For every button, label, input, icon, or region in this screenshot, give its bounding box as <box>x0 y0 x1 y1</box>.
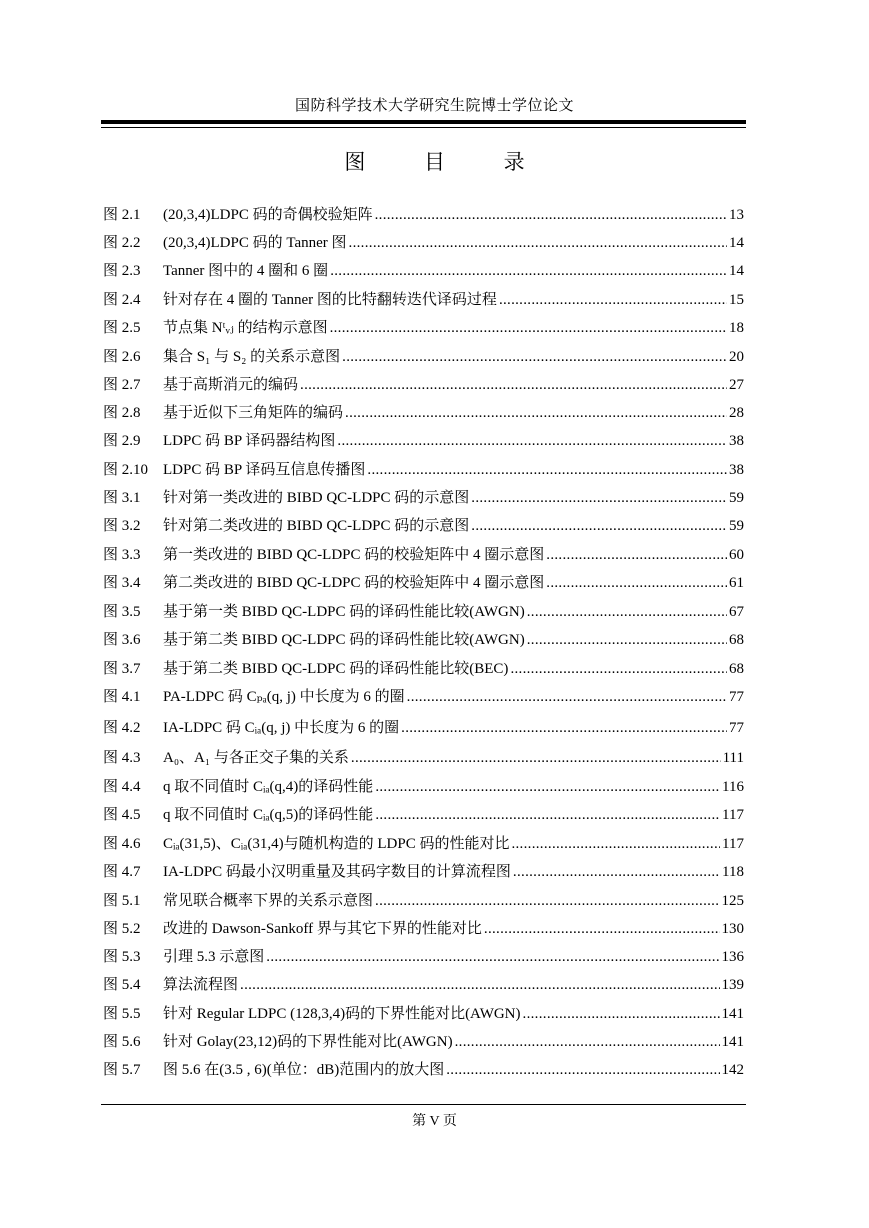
toc-entry-page: 59 <box>729 518 744 534</box>
toc-entry[interactable] <box>103 401 744 423</box>
toc-entry[interactable] <box>103 716 744 738</box>
header-rule-thin <box>101 127 746 128</box>
toc-dot-leader <box>513 864 720 881</box>
toc-dot-leader <box>349 235 727 252</box>
page-title: 图 目 录 <box>344 150 551 174</box>
toc-entry-number: 图 4.2 <box>103 720 141 736</box>
toc-entry-page: 117 <box>722 807 744 823</box>
toc-entry-title: 第一类改进的 BIBD QC-LDPC 码的校验矩阵中 4 圈示意图 <box>163 547 545 563</box>
toc-dot-leader <box>330 263 727 280</box>
toc-entry-title: 针对第一类改进的 BIBD QC-LDPC 码的示意图 <box>163 490 470 506</box>
toc-entry[interactable] <box>103 543 744 565</box>
toc-entry-number: 图 2.9 <box>103 433 141 449</box>
toc-entry-number: 图 2.4 <box>103 292 141 308</box>
toc-dot-leader <box>240 977 719 994</box>
toc-entry[interactable] <box>103 832 744 854</box>
toc-entry[interactable] <box>103 486 744 508</box>
toc-entry[interactable] <box>103 657 744 679</box>
toc-entry-number: 图 2.1 <box>103 207 141 223</box>
toc-entry-number: 图 4.1 <box>103 689 141 705</box>
toc-entry-title: Cᵢₐ(31,5)、Cᵢₐ(31,4)与随机构造的 LDPC 码的性能对比 <box>163 836 510 852</box>
toc-entry-page: 18 <box>729 320 744 336</box>
toc-entry[interactable] <box>103 973 744 995</box>
toc-entry-title: q 取不同值时 Cᵢₐ(q,5)的译码性能 <box>163 807 374 823</box>
toc-entry[interactable] <box>103 345 744 367</box>
toc-dot-leader <box>375 807 720 824</box>
toc-entry-page: 77 <box>729 720 744 736</box>
toc-entry-page: 136 <box>721 949 744 965</box>
toc-entry-page: 61 <box>729 575 744 591</box>
toc-entry[interactable] <box>103 203 744 225</box>
toc-entry-page: 67 <box>729 604 744 620</box>
toc-entry-number: 图 2.5 <box>103 320 141 336</box>
toc-entry-number: 图 5.3 <box>103 949 141 965</box>
toc-entry-number: 图 2.2 <box>103 235 141 251</box>
toc-entry-number: 图 4.6 <box>103 836 141 852</box>
toc-entry-number: 图 2.7 <box>103 377 141 393</box>
toc-entry-page: 77 <box>729 689 744 705</box>
toc-entry-page: 142 <box>721 1062 744 1078</box>
toc-entry-title: LDPC 码 BP 译码互信息传播图 <box>163 462 366 478</box>
toc-entry-title: PA-LDPC 码 Cₚₐ(q, j) 中长度为 6 的圈 <box>163 689 405 705</box>
toc-entry-page: 14 <box>729 235 744 251</box>
toc-entry[interactable] <box>103 458 744 480</box>
toc-entry-number: 图 4.5 <box>103 807 141 823</box>
running-header: 国防科学技术大学研究生院博士学位论文 <box>294 98 574 114</box>
toc-entry[interactable] <box>103 316 744 338</box>
toc-entry-number: 图 2.8 <box>103 405 141 421</box>
toc-entry-page: 28 <box>729 405 744 421</box>
toc-entry-page: 38 <box>729 433 744 449</box>
toc-dot-leader <box>375 207 727 224</box>
toc-entry-number: 图 5.7 <box>103 1062 141 1078</box>
toc-entry[interactable] <box>103 1002 744 1024</box>
toc-dot-leader <box>375 779 720 796</box>
toc-entry-title: 针对 Golay(23,12)码的下界性能对比(AWGN) <box>163 1034 453 1050</box>
toc-entry-page: 20 <box>729 349 744 365</box>
toc-entry-title: 基于第二类 BIBD QC-LDPC 码的译码性能比较(AWGN) <box>163 632 525 648</box>
toc-entry-page: 13 <box>729 207 744 223</box>
toc-dot-leader <box>527 632 727 649</box>
toc-dot-leader <box>337 433 727 450</box>
toc-entry-number: 图 3.6 <box>103 632 141 648</box>
toc-dot-leader <box>342 349 727 366</box>
toc-entry-title: 改进的 Dawson-Sankoff 界与其它下界的性能对比 <box>163 921 482 937</box>
toc-entry-title: 基于高斯消元的编码 <box>163 377 299 393</box>
toc-entry-page: 118 <box>722 864 744 880</box>
footer-rule <box>101 1104 746 1105</box>
toc-dot-leader <box>300 377 727 394</box>
toc-entry-number: 图 4.3 <box>103 750 141 766</box>
toc-dot-leader <box>446 1062 719 1079</box>
toc-entry-page: 117 <box>722 836 744 852</box>
toc-entry[interactable] <box>103 259 744 281</box>
toc-entry-title: 基于第二类 BIBD QC-LDPC 码的译码性能比较(BEC) <box>163 661 509 677</box>
toc-entry-number: 图 3.2 <box>103 518 141 534</box>
toc-entry[interactable] <box>103 775 744 797</box>
toc-entry-title: 针对 Regular LDPC (128,3,4)码的下界性能对比(AWGN) <box>163 1006 521 1022</box>
toc-dot-leader <box>527 604 727 621</box>
toc-entry-number: 图 5.1 <box>103 893 141 909</box>
toc-dot-leader <box>351 750 721 767</box>
toc-entry-title: A₀、A₁ 与各正交子集的关系 <box>163 750 349 766</box>
toc-entry-title: q 取不同值时 Cᵢₐ(q,4)的译码性能 <box>163 779 374 795</box>
toc-dot-leader <box>375 893 719 910</box>
toc-dot-leader <box>510 661 727 678</box>
toc-dot-leader <box>401 720 727 737</box>
toc-entry[interactable] <box>103 628 744 650</box>
toc-entry[interactable] <box>103 945 744 967</box>
page-number: 第 V 页 <box>412 1114 457 1129</box>
toc-dot-leader <box>471 518 727 535</box>
toc-entry-page: 59 <box>729 490 744 506</box>
toc-entry-number: 图 2.3 <box>103 263 141 279</box>
toc-entry-title: LDPC 码 BP 译码器结构图 <box>163 433 336 449</box>
toc-entry[interactable] <box>103 803 744 825</box>
toc-entry[interactable] <box>103 1058 744 1080</box>
toc-dot-leader <box>266 949 719 966</box>
toc-entry-number: 图 5.4 <box>103 977 141 993</box>
toc-dot-leader <box>499 292 727 309</box>
toc-entry-page: 139 <box>721 977 744 993</box>
toc-entry-number: 图 3.4 <box>103 575 141 591</box>
toc-entry-page: 14 <box>729 263 744 279</box>
toc-entry[interactable] <box>103 600 744 622</box>
toc-entry-title: 节点集 Nᵗᵥⱼ 的结构示意图 <box>163 320 328 336</box>
toc-entry-title: IA-LDPC 码最小汉明重量及其码字数目的计算流程图 <box>163 864 511 880</box>
toc-entry-title: 算法流程图 <box>163 977 239 993</box>
toc-entry-title: 引理 5.3 示意图 <box>163 949 265 965</box>
toc-entry-number: 图 5.6 <box>103 1034 141 1050</box>
toc-entry-title: 基于近似下三角矩阵的编码 <box>163 405 344 421</box>
toc-entry[interactable] <box>103 889 744 911</box>
toc-entry-number: 图 5.2 <box>103 921 141 937</box>
toc-entry-number: 图 4.7 <box>103 864 141 880</box>
toc-entry-number: 图 2.6 <box>103 349 141 365</box>
toc-entry-page: 125 <box>721 893 744 909</box>
toc-entry-title: (20,3,4)LDPC 码的奇偶校验矩阵 <box>163 207 373 223</box>
header-rule-thick <box>101 120 746 124</box>
toc-entry-page: 68 <box>729 661 744 677</box>
toc-dot-leader <box>407 689 727 706</box>
toc-entry[interactable] <box>103 571 744 593</box>
toc-dot-leader <box>330 320 727 337</box>
toc-entry-title: 集合 S₁ 与 S₂ 的关系示意图 <box>163 349 341 365</box>
toc-entry-page: 68 <box>729 632 744 648</box>
toc-entry-page: 141 <box>721 1034 744 1050</box>
toc-entry[interactable] <box>103 860 744 882</box>
toc-entry-page: 15 <box>729 292 744 308</box>
toc-entry[interactable] <box>103 373 744 395</box>
toc-entry[interactable] <box>103 1030 744 1052</box>
toc-entry-title: 常见联合概率下界的关系示意图 <box>163 893 374 909</box>
toc-entry-number: 图 5.5 <box>103 1006 141 1022</box>
toc-entry-page: 141 <box>721 1006 744 1022</box>
toc-entry[interactable] <box>103 917 744 939</box>
toc-dot-leader <box>484 921 720 938</box>
toc-entry[interactable] <box>103 514 744 536</box>
toc-dot-leader <box>367 462 727 479</box>
toc-entry-number: 图 3.3 <box>103 547 141 563</box>
toc-entry-page: 27 <box>729 377 744 393</box>
toc-entry-number: 图 4.4 <box>103 779 141 795</box>
toc-dot-leader <box>546 547 727 564</box>
toc-entry-title: Tanner 图中的 4 圈和 6 圈 <box>163 263 329 279</box>
toc-entry-page: 60 <box>729 547 744 563</box>
toc-entry-title: IA-LDPC 码 Cᵢₐ(q, j) 中长度为 6 的圈 <box>163 720 400 736</box>
toc-entry-number: 图 3.5 <box>103 604 141 620</box>
toc-entry-number: 图 3.7 <box>103 661 141 677</box>
toc-entry[interactable] <box>103 685 744 707</box>
toc-entry-number: 图 3.1 <box>103 490 141 506</box>
toc-entry-title: 基于第一类 BIBD QC-LDPC 码的译码性能比较(AWGN) <box>163 604 525 620</box>
toc-entry-title: 针对存在 4 圈的 Tanner 图的比特翻转迭代译码过程 <box>163 292 497 308</box>
toc-dot-leader <box>455 1034 720 1051</box>
toc-dot-leader <box>546 575 727 592</box>
toc-entry-page: 111 <box>722 750 744 766</box>
toc-dot-leader <box>523 1006 720 1023</box>
toc-entry-page: 116 <box>722 779 744 795</box>
toc-entry[interactable] <box>103 231 744 253</box>
toc-dot-leader <box>471 490 727 507</box>
toc-entry-page: 38 <box>729 462 744 478</box>
toc-dot-leader <box>511 836 720 853</box>
toc-dot-leader <box>345 405 727 422</box>
toc-entry-title: 针对第二类改进的 BIBD QC-LDPC 码的示意图 <box>163 518 470 534</box>
toc-entry[interactable] <box>103 429 744 451</box>
toc-entry[interactable] <box>103 288 744 310</box>
toc-entry[interactable] <box>103 746 744 768</box>
toc-entry-page: 130 <box>721 921 744 937</box>
toc-entry-title: (20,3,4)LDPC 码的 Tanner 图 <box>163 235 347 251</box>
toc-entry-title: 第二类改进的 BIBD QC-LDPC 码的校验矩阵中 4 圈示意图 <box>163 575 545 591</box>
toc-entry-number: 图 2.10 <box>103 462 149 478</box>
toc-entry-title: 图 5.6 在(3.5 , 6)(单位：dB)范围内的放大图 <box>163 1062 445 1078</box>
